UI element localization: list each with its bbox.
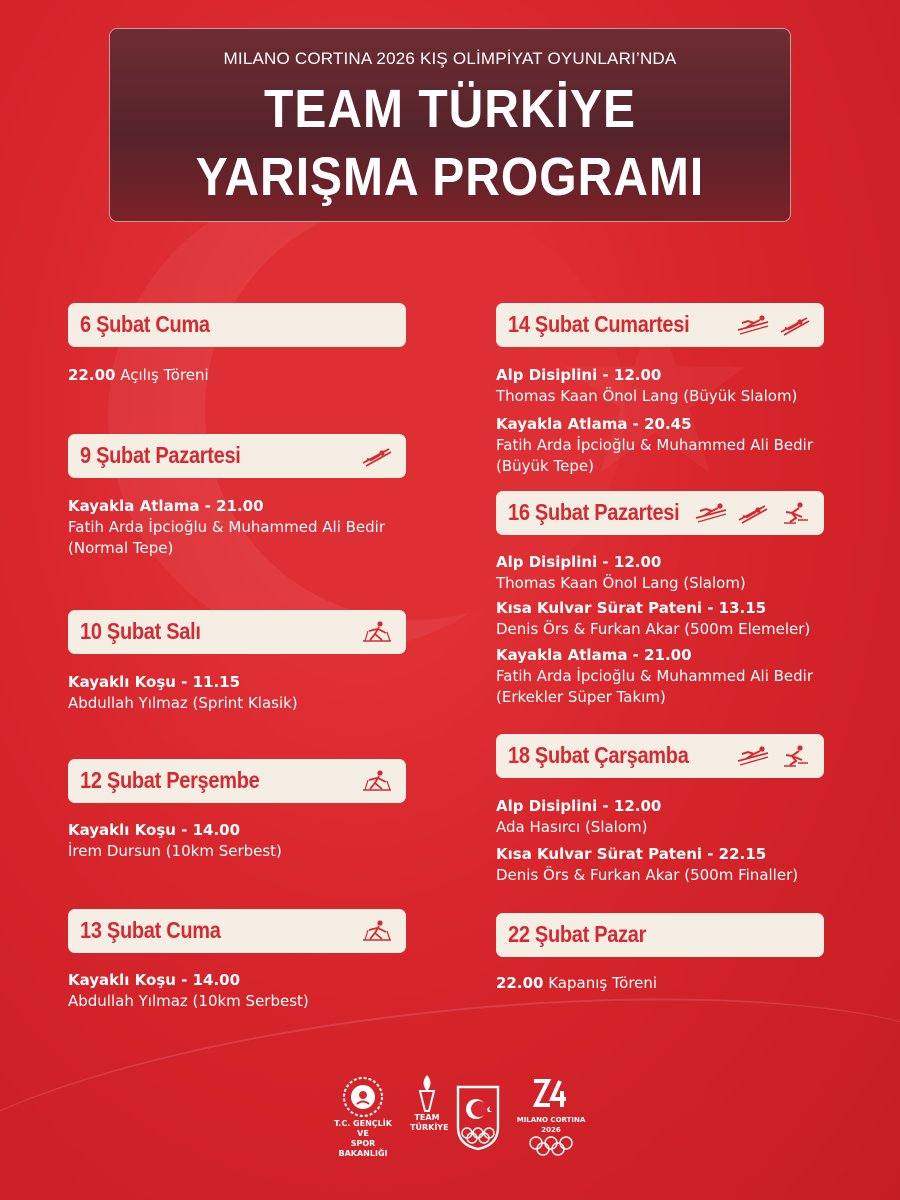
event-heading: Kayakla Atlama - 21.00 [68, 497, 264, 515]
day-label: 10 Şubat Salı [80, 618, 201, 645]
milano-cortina-emblem-icon [516, 1077, 586, 1111]
event-heading: Kayakla Atlama - 20.45 [496, 415, 692, 433]
alpine-skiing-icon [736, 312, 770, 338]
olympic-committee-emblem-icon [454, 1083, 502, 1153]
event [68, 496, 385, 559]
ministry-line2: SPOR BAKANLIĞI [338, 1139, 388, 1158]
footer-logos [330, 1075, 590, 1185]
olympic-rings-icon [516, 1135, 586, 1157]
event [68, 672, 298, 714]
games-line1: MILANO CORTINA [516, 1116, 586, 1124]
day-label: 6 Şubat Cuma [80, 311, 210, 338]
event [496, 973, 657, 994]
day-label: 9 Şubat Pazartesi [80, 442, 241, 469]
day-label: 22 Şubat Pazar [508, 921, 647, 948]
event-heading: Alp Disiplini - 12.00 [496, 366, 662, 384]
speed-skating-icon [778, 500, 812, 526]
alpine-skiing-icon [736, 743, 770, 769]
event-detail: (Normal Tepe) [68, 539, 174, 557]
day-label: 18 Şubat Çarşamba [508, 742, 689, 769]
event-detail: Abdullah Yılmaz (Sprint Klasik) [68, 694, 298, 712]
turkish-olympic-committee-logo [454, 1083, 502, 1157]
event-detail: Denis Örs & Furkan Akar (500m Finaller) [496, 866, 799, 884]
event [496, 645, 813, 708]
event-heading: Kayaklı Koşu - 14.00 [68, 971, 241, 989]
event-heading: Alp Disiplini - 12.00 [496, 553, 662, 571]
alpine-skiing-icon [694, 500, 728, 526]
event-heading: Kısa Kulvar Sürat Pateni - 13.15 [496, 599, 767, 617]
day-card [68, 909, 406, 953]
cross-country-skiing-icon [360, 768, 394, 794]
event-detail: Abdullah Yılmaz (10km Serbest) [68, 992, 309, 1010]
ski-jumping-icon [778, 312, 812, 338]
event-heading: Kayaklı Koşu - 14.00 [68, 821, 241, 839]
event-detail: Fatih Arda İpcioğlu & Muhammed Ali Bedir [496, 436, 814, 454]
event-heading: Kayakla Atlama - 21.00 [496, 646, 692, 664]
milano-cortina-logo [516, 1077, 586, 1161]
speed-skating-icon [778, 743, 812, 769]
event-name: Kapanış Töreni [548, 974, 658, 992]
team-turkiye-logo [410, 1073, 449, 1133]
torch-icon [410, 1073, 444, 1113]
event-detail: Denis Örs & Furkan Akar (500m Elemeler) [496, 620, 811, 638]
team-line1: TEAM [414, 1113, 440, 1122]
event-detail: İrem Dursun (10km Serbest) [68, 842, 282, 860]
cross-country-skiing-icon [360, 619, 394, 645]
event-detail: Fatih Arda İpcioğlu & Muhammed Ali Bedir [496, 667, 814, 685]
event-name: Açılış Töreni [120, 366, 209, 384]
ministry-logo [330, 1075, 396, 1159]
day-card [496, 913, 824, 957]
event-time: 22.00 [68, 366, 116, 384]
event-heading: Alp Disiplini - 12.00 [496, 797, 662, 815]
event-detail: Thomas Kaan Önol Lang (Büyük Slalom) [496, 387, 798, 405]
event [496, 552, 746, 594]
event [68, 365, 209, 386]
day-label: 14 Şubat Cumartesi [508, 311, 690, 338]
event [68, 820, 282, 862]
day-label: 13 Şubat Cuma [80, 917, 221, 944]
day-card [496, 491, 824, 535]
event-detail: Ada Hasırcı (Slalom) [496, 818, 648, 836]
ski-jumping-icon [736, 500, 770, 526]
event [68, 970, 309, 1012]
event-detail: (Erkekler Süper Takım) [496, 688, 666, 706]
day-card [68, 434, 406, 478]
event [496, 796, 661, 838]
event [496, 844, 798, 886]
event [496, 365, 797, 407]
day-card [68, 610, 406, 654]
ski-jumping-icon [360, 443, 394, 469]
day-label: 16 Şubat Pazartesi [508, 499, 680, 526]
header-banner [109, 28, 791, 222]
day-card [68, 303, 406, 347]
event-detail: Thomas Kaan Önol Lang (Slalom) [496, 574, 746, 592]
day-label: 12 Şubat Perşembe [80, 767, 260, 794]
day-card [496, 734, 824, 778]
cross-country-skiing-icon [360, 918, 394, 944]
header-subtitle: MILANO CORTINA 2026 KIŞ OLİMPİYAT OYUNLARI’NDA [223, 49, 677, 68]
event-time: 22.00 [496, 974, 544, 992]
event-heading: Kayaklı Koşu - 11.15 [68, 673, 241, 691]
event-detail: Fatih Arda İpcioğlu & Muhammed Ali Bedir [68, 518, 386, 536]
event-heading: Kısa Kulvar Sürat Pateni - 22.15 [496, 845, 767, 863]
event [496, 414, 813, 477]
event-detail: (Büyük Tepe) [496, 457, 594, 475]
team-line2: TÜRKİYE [410, 1123, 449, 1132]
ministry-emblem-icon [341, 1075, 385, 1119]
day-card [68, 759, 406, 803]
event [496, 598, 810, 640]
day-card [496, 303, 824, 347]
games-line2: 2026 [541, 1126, 561, 1134]
header-title-line2: YARIŞMA PROGRAMI [195, 147, 705, 208]
header-title-line1: TEAM TÜRKİYE [264, 79, 636, 140]
ministry-line1: T.C. GENÇLİK VE [334, 1119, 392, 1138]
